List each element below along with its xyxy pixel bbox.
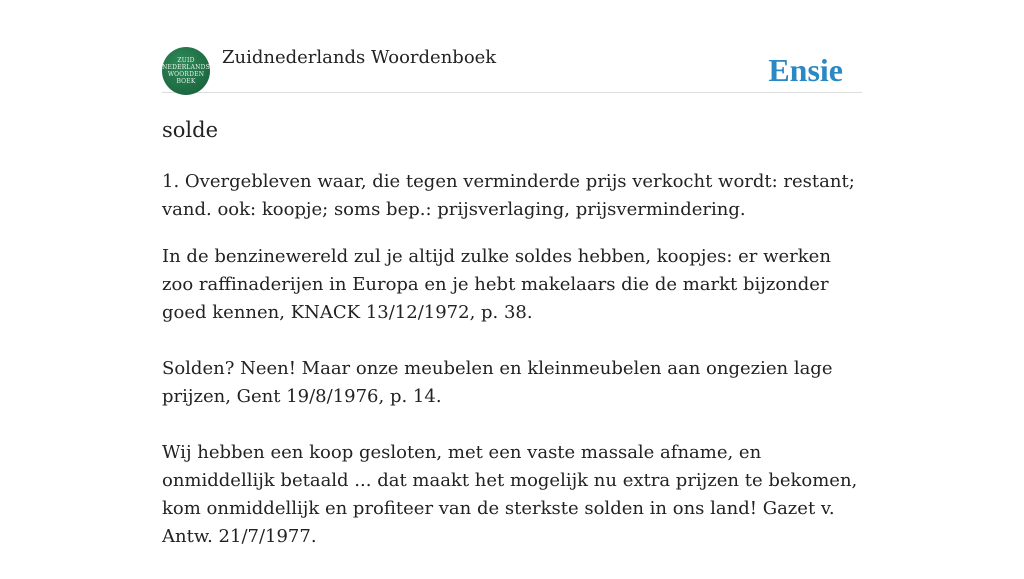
ensie-logo-link[interactable]: Ensie xyxy=(768,52,843,88)
header xyxy=(162,40,862,93)
example-quote: Wij hebben een koop gesloten, met een vaste massale afname, en onmiddellijk betaald ... dat maakt het mogelijk nu extra prijzen te bekomen, kom onmiddellijk en profiteer van de sterkste solden in ons land! Gazet v. Antw. 21/7/1977. xyxy=(162,442,858,547)
source-name-link[interactable]: Zuidnederlands Woordenboek xyxy=(222,47,497,68)
example-quote: In de benzinewereld zul je altijd zulke soldes hebben, koopjes: er werken zoo raffinaderijen in Europa en je hebt makelaars die de markt bijzonder goed kennen, KNACK 13/12/1972, p. 38. xyxy=(162,246,831,323)
logo-text-line: WOORDEN xyxy=(167,71,205,78)
page xyxy=(162,0,862,547)
source-logo[interactable] xyxy=(162,47,210,95)
entry-definition: 1. Overgebleven waar, die tegen verminderde prijs verkocht wordt: restant; vand. ook: koopje; soms bep.: prijsverlaging, prijsvermindering. xyxy=(162,171,855,220)
logo-text-line: NEDERLANDS xyxy=(162,64,210,71)
entry-headword: solde xyxy=(162,118,219,142)
entry-examples xyxy=(162,243,862,579)
logo-text-line: ZUID xyxy=(177,57,195,64)
logo-text-line: BOEK xyxy=(176,78,196,85)
example-quote: Solden? Neen! Maar onze meubelen en kleinmeubelen aan ongezien lage prijzen, Gent 19/8/1976, p. 14. xyxy=(162,358,833,407)
